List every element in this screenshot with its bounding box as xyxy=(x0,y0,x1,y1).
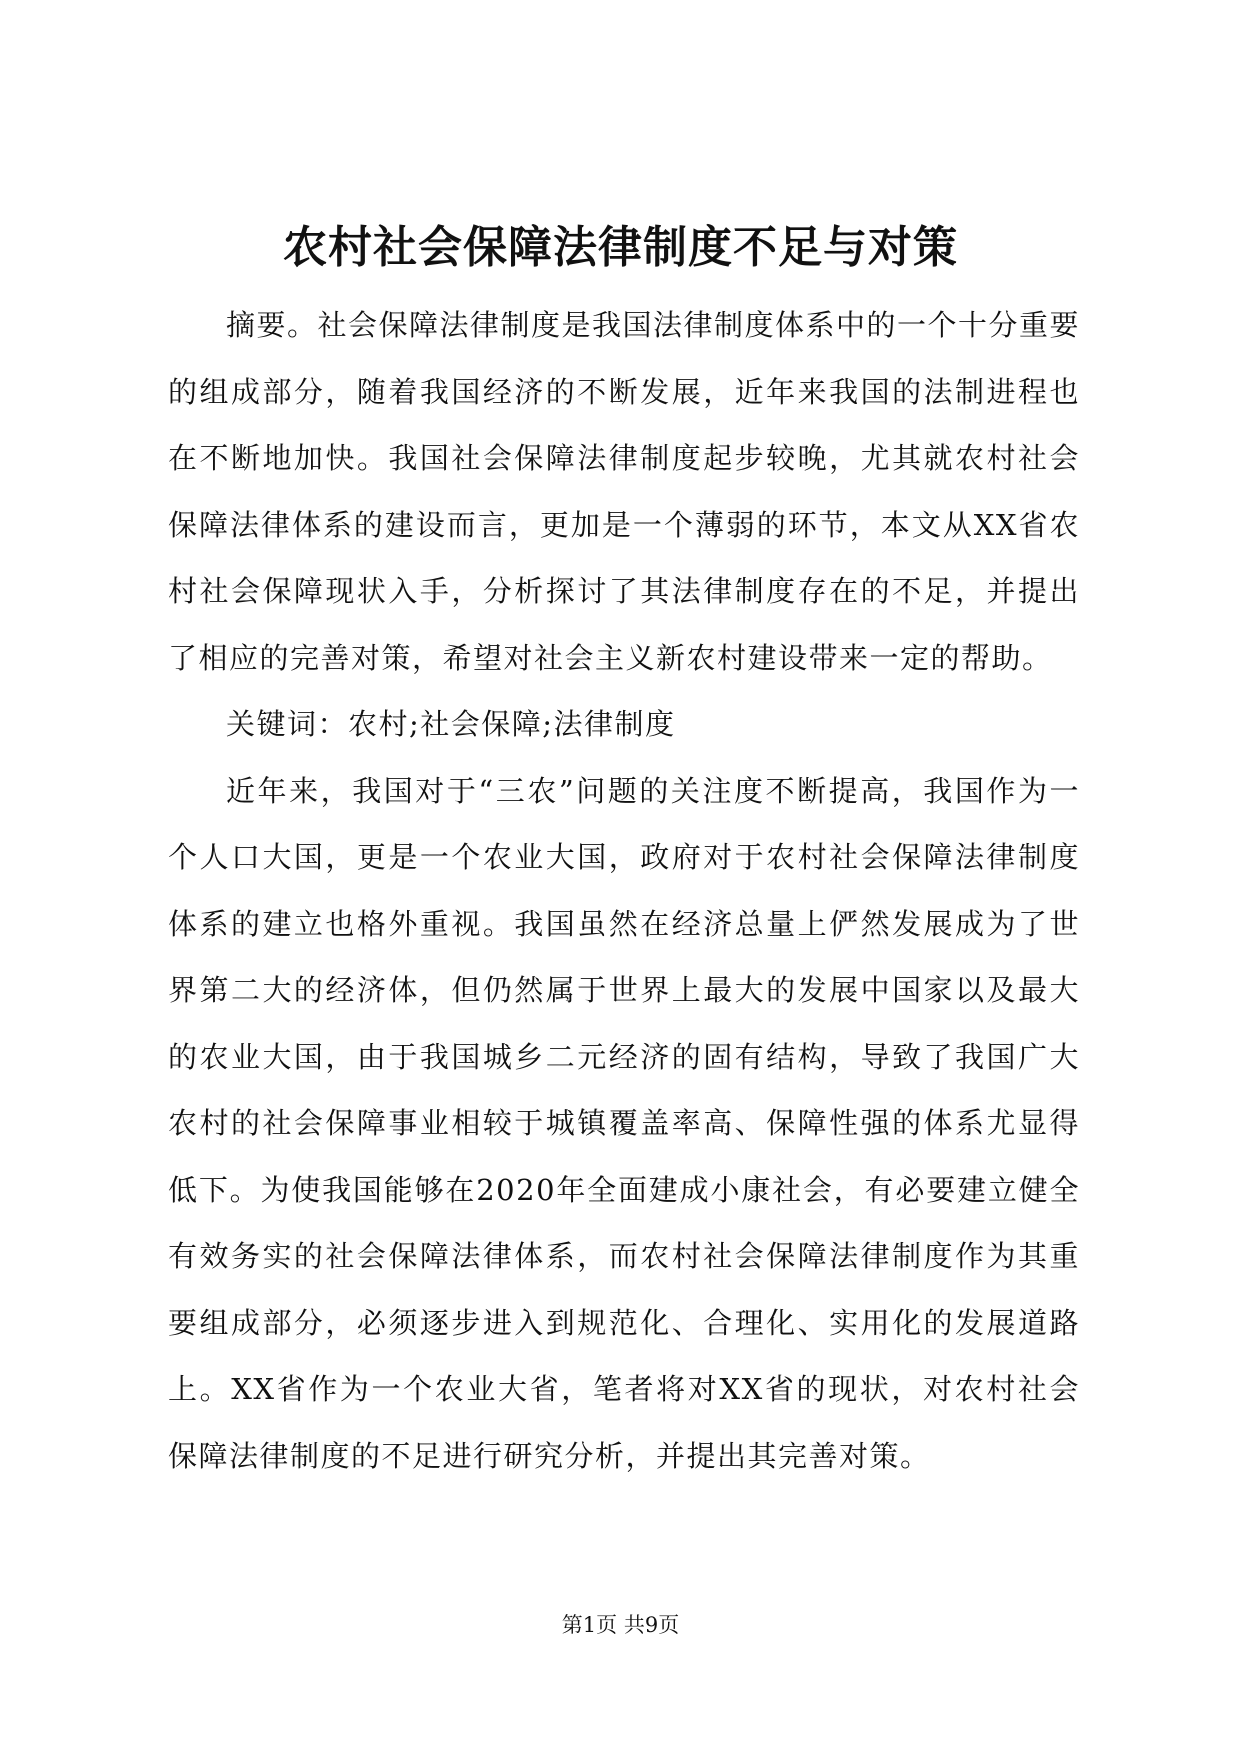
page-number-footer: 第1页 共9页 xyxy=(561,1613,680,1637)
intro-paragraph: 近年来，我国对于“三农”问题的关注度不断提高，我国作为一个人口大国，更是一个农业大国，政府对于农村社会保障法律制度体系的建立也格外重视。我国虽然在经济总量上俨然发展成为了世界第二大的经济体，但仍然属于世界上最大的发展中国家以及最大的农业大国，由于我国城乡二元经济的固有结构，导致了我国广大农村的社会保障事业相较于城镇覆盖率高、保障性强的体系尤显得低下。为使我国能够在2020年全面建成小康社会，有必要建立健全有效务实的社会保障法律体系，而农村社会保障法律制度作为其重要组成部分，必须逐步进入到规范化、合理化、实用化的发展道路上。XX省作为一个农业大省，笔者将对XX省的现状，对农村社会保障法律制度的不足进行研究分析，并提出其完善对策。 xyxy=(168,773,1080,1473)
abstract-paragraph: 摘要。社会保障法律制度是我国法律制度体系中的一个十分重要的组成部分，随着我国经济的不断发展，近年来我国的法制进程也在不断地加快。我国社会保障法律制度起步较晚，尤其就农村社会保障法律体系的建设而言，更加是一个薄弱的环节，本文从XX省农村社会保障现状入手，分析探讨了其法律制度存在的不足，并提出了相应的完善对策，希望对社会主义新农村建设带来一定的帮助。 xyxy=(168,308,1081,675)
document-title: 农村社会保障法律制度不足与对策 xyxy=(283,222,958,273)
document-body xyxy=(168,292,1080,1489)
keywords-paragraph: 关键词：农村;社会保障;法律制度 xyxy=(226,707,676,741)
